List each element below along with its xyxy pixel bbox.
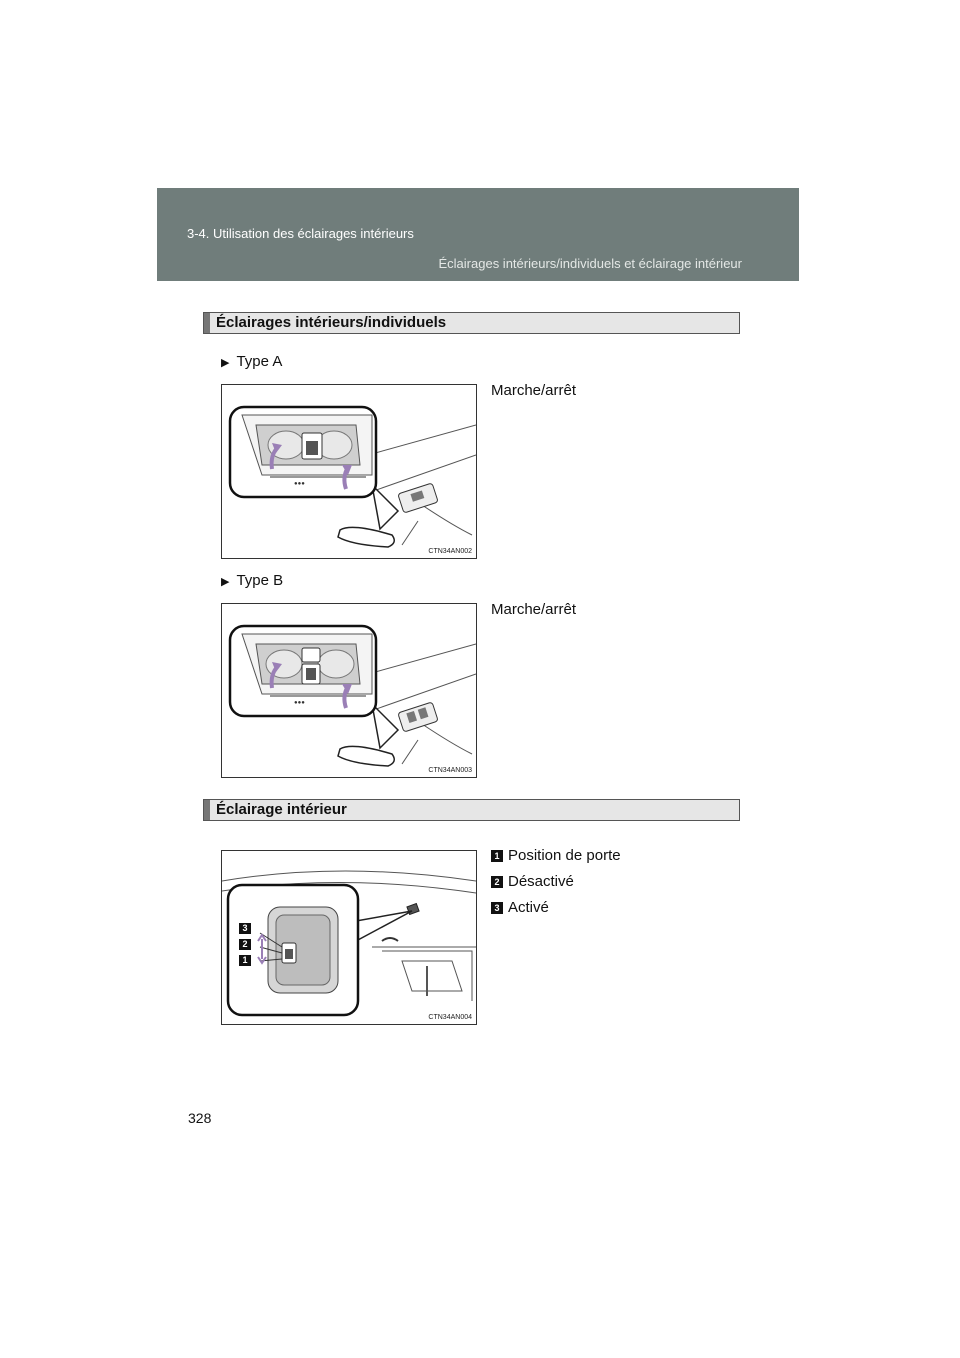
heading-bar	[204, 313, 210, 333]
svg-text:●●●: ●●●	[294, 481, 305, 487]
heading-text: Éclairage intérieur	[216, 801, 347, 818]
legend-label: Désactivé	[508, 873, 574, 890]
type-a-caption: Marche/arrêt	[491, 382, 577, 399]
svg-text:●●●: ●●●	[294, 700, 305, 706]
section-heading-individual-lights	[203, 312, 740, 334]
legend-label: Activé	[508, 899, 549, 916]
section-title: 3-4. Utilisation des éclairages intérieurs	[187, 226, 414, 241]
figure-interior-light	[221, 850, 477, 1025]
figure-marker-3: 3	[239, 923, 251, 934]
triangle-right-icon: ▶	[221, 357, 230, 369]
figure-type-b	[221, 603, 477, 778]
figure-marker-1: 1	[239, 955, 251, 966]
type-b-caption: Marche/arrêt	[491, 601, 577, 618]
type-a-label	[221, 353, 282, 370]
figure-code: CTN34AN003	[428, 767, 472, 774]
figure-type-a	[221, 384, 477, 559]
figure-marker-2: 2	[239, 939, 251, 950]
legend-label: Position de porte	[508, 847, 621, 864]
page-subtitle: Éclairages intérieurs/individuels et éclairage intérieur	[438, 256, 742, 271]
triangle-right-icon: ▶	[221, 576, 230, 588]
legend-item	[491, 847, 621, 865]
section-heading-interior-light	[203, 799, 740, 821]
type-a-text: Type A	[236, 353, 283, 370]
figure-code: CTN34AN002	[428, 548, 472, 555]
heading-bar	[204, 800, 210, 820]
legend-number-3: 3	[491, 902, 503, 914]
heading-text: Éclairages intérieurs/individuels	[216, 314, 447, 331]
legend-item	[491, 873, 574, 891]
legend-number-2: 2	[491, 876, 503, 888]
type-b-text: Type B	[236, 572, 284, 589]
type-b-label	[221, 572, 283, 589]
page-number: 328	[188, 1110, 212, 1126]
legend-number-1: 1	[491, 850, 503, 862]
figure-code: CTN34AN004	[428, 1014, 472, 1021]
page-header	[157, 188, 799, 281]
legend-item	[491, 899, 549, 917]
